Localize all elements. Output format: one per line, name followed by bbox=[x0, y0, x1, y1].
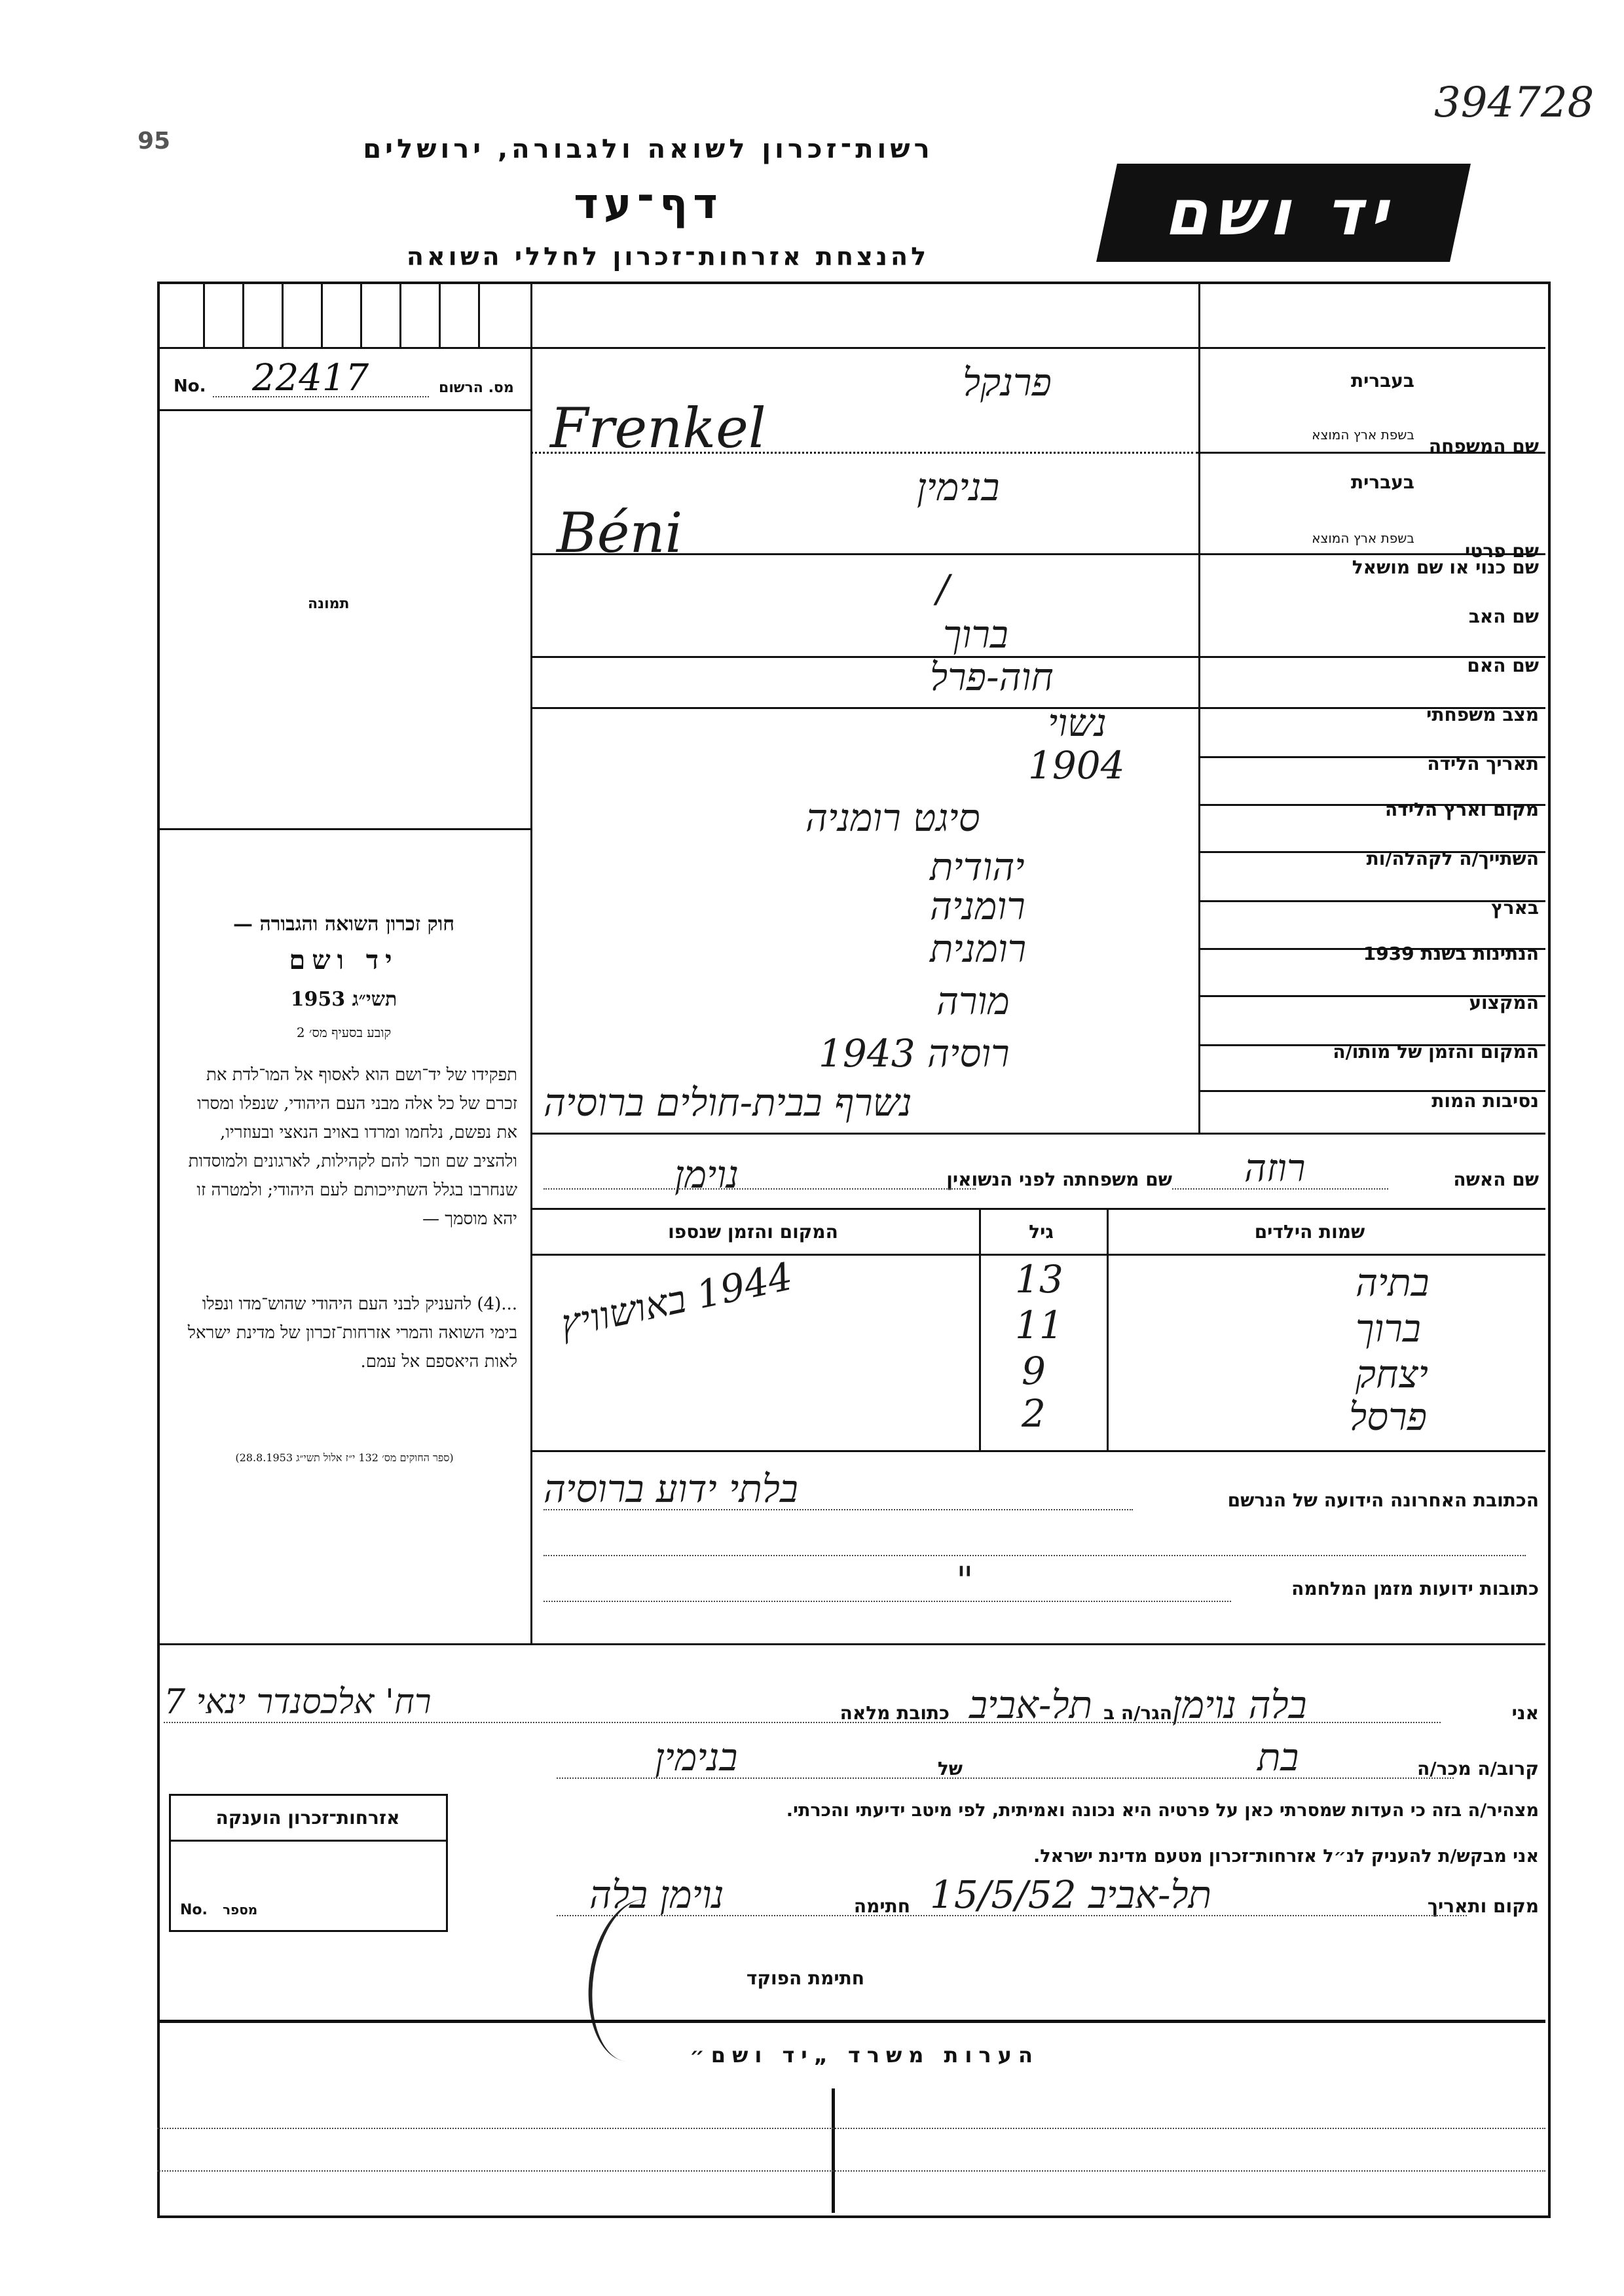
death-circumstances-label: נסיבות המות bbox=[1431, 1090, 1539, 1112]
declarant-i-label: אני bbox=[1511, 1702, 1539, 1724]
death-circumstances-value: נשרף בבית-חולים ברוסיה bbox=[544, 1080, 912, 1125]
archive-stamp-number: 394728 bbox=[1434, 79, 1595, 127]
last-address-label: הכתובת האחרונה הידועה של הנרשם bbox=[1227, 1489, 1539, 1511]
form-title: דף־עד bbox=[574, 180, 723, 228]
first-name-label: שם פרטי bbox=[1464, 540, 1539, 562]
nickname-value: / bbox=[936, 566, 950, 611]
child-name: יצחק bbox=[1356, 1352, 1428, 1396]
declarant-city: תל-אביב bbox=[969, 1683, 1093, 1727]
mother-label: שם האם bbox=[1467, 655, 1539, 676]
place-date-label: מקום ותאריך bbox=[1427, 1895, 1539, 1917]
death-place-time-value: רוסיה 1943 bbox=[819, 1031, 1010, 1076]
relation-value: בת bbox=[1257, 1735, 1299, 1779]
first-name-country-label: בשפת ארץ המוצא bbox=[1312, 530, 1414, 546]
death-place-time-label: המקום והזמן של מותו/ה bbox=[1333, 1041, 1539, 1063]
authority-title: רשות־זכרון לשואה ולגבורה, ירושלים bbox=[363, 134, 934, 164]
child-age: 2 bbox=[1022, 1391, 1046, 1436]
of-name: בנימין bbox=[655, 1735, 738, 1779]
father-label: שם האב bbox=[1468, 606, 1539, 627]
child-age: 9 bbox=[1022, 1349, 1046, 1393]
signature-value: נוימן בלה bbox=[589, 1872, 724, 1917]
law-text: תפקידו של יד־ושם הוא לאסוף אל המו־לדת את זכרם של כל אלה מבני העם היהודי, שנפלו ומסרו את נפשם, נלחמו ומרדו באויב הנאצי ובעוזריו, ולהציב שם וזכר להם לקהילות, לארגונים ולמוסדות שנחרבו בגלל השתייכותם לעם היהודי; ולמטרה זו יהא מוסמך — bbox=[188, 1065, 517, 1229]
law-reference: (ספר החוקים מס׳ 132 י״ז אלול תשי״ג 28.8.1953) bbox=[235, 1451, 454, 1464]
mother-value: חוה-פרל bbox=[930, 655, 1054, 699]
yad-vashem-badge: יד ושם bbox=[1096, 164, 1471, 262]
office-remarks-title: הערות משרד „יד ושם״ bbox=[690, 2043, 1039, 2068]
first-name-latin: Béni bbox=[557, 501, 683, 565]
first-name-hebrew: בנימין bbox=[917, 465, 1000, 509]
surname-hebrew: פרנקל bbox=[963, 360, 1052, 405]
officer-signature-label: חתימת הפוקד bbox=[746, 1967, 864, 1989]
community-label: השתייך/ה לקהלה/ות bbox=[1366, 848, 1539, 869]
country-value: רומניה bbox=[930, 884, 1025, 928]
child-name: ברוך bbox=[1356, 1306, 1421, 1351]
law-text-2: ...(4) להעניק לבני העם היהודי שהוש־מדו ונפלו בימי השואה והמרי אזרחות־זכרון של מדינת ישראל לאות היאספם אל עמם. bbox=[187, 1294, 517, 1372]
birth-date-label: תאריך הלידה bbox=[1427, 753, 1539, 774]
declarant-name: בלה נוימן bbox=[1172, 1683, 1307, 1727]
request-text: אני מבקש/ת להעניק לנ״ל אזרחות־זכרון מטעם מדינת ישראל. bbox=[1033, 1846, 1539, 1867]
child-name: פרסל bbox=[1349, 1394, 1428, 1439]
child-age: 13 bbox=[1015, 1257, 1063, 1302]
profession-label: המקצוע bbox=[1469, 992, 1539, 1013]
birth-place-label: מקום וארץ הלידה bbox=[1385, 799, 1539, 820]
declaration-text: מצהיר/ה בזה כי העדות שמסרתי כאן על פרטיה היא נכונה ואמיתית, לפי מיטב ידיעתי והכרתי. bbox=[786, 1800, 1539, 1821]
marital-value: נשוי bbox=[1048, 701, 1107, 745]
child-age: 11 bbox=[1015, 1303, 1063, 1347]
law-name: יד ושם bbox=[289, 945, 399, 975]
birth-date-value: 1904 bbox=[1028, 743, 1125, 788]
declarant-residing-label: הגר/ה ב bbox=[1103, 1702, 1172, 1724]
children-age-header: גיל bbox=[1029, 1221, 1054, 1243]
surname-country-label: בשפת ארץ המוצא bbox=[1312, 427, 1414, 443]
citizenship-number-label: מספר bbox=[223, 1902, 258, 1918]
form-subtitle: להנצחת אזרחות־זכרון לחללי השואה bbox=[406, 242, 930, 271]
citizenship-label: הנתינות בשנת 1939 bbox=[1363, 943, 1539, 964]
children-place-note: 1944 באושוויץ bbox=[557, 1254, 797, 1347]
law-title: חוק זכרון השואה והגבורה — bbox=[233, 913, 454, 936]
registration-no-label: No. bbox=[174, 376, 206, 396]
first-name-hebrew-label: בעברית bbox=[1350, 471, 1414, 493]
citizenship-no-label: No. bbox=[180, 1902, 208, 1918]
country-label: בארץ bbox=[1491, 897, 1539, 919]
wife-maiden-label: שם משפחתה לפני הנשואין bbox=[946, 1169, 1172, 1190]
citizenship-value: רומנית bbox=[930, 926, 1027, 971]
of-label: של bbox=[937, 1758, 963, 1779]
corner-mark: 95 bbox=[138, 128, 171, 155]
war-addresses-value: " bbox=[956, 1558, 974, 1603]
law-clause: קובע בסעיף מס׳ 2 bbox=[296, 1025, 392, 1040]
profession-value: מורה bbox=[936, 979, 1010, 1023]
wife-label: שם האשה bbox=[1453, 1169, 1539, 1190]
surname-label: שם המשפחה bbox=[1428, 435, 1539, 457]
citizenship-granted-title: אזרחות־זכרון הוענקה bbox=[215, 1807, 400, 1829]
registration-number: 22417 bbox=[252, 357, 369, 399]
marital-label: מצב משפחתי bbox=[1426, 704, 1539, 725]
registration-label: מס. הרשום bbox=[439, 380, 514, 396]
wife-value: רוזה bbox=[1244, 1146, 1306, 1190]
declarant-address: רח' אלכסנדר ינאי 7 bbox=[164, 1683, 432, 1722]
declarant-address-label: כתובת מלאה bbox=[840, 1702, 950, 1724]
children-names-header: שמות הילדים bbox=[1254, 1221, 1365, 1243]
nickname-label: שם כנוי או שם מושאל bbox=[1352, 556, 1539, 578]
wife-maiden-value: נוימן bbox=[674, 1152, 739, 1197]
last-address-value: בלתי ידוע ברוסיה bbox=[544, 1467, 798, 1511]
photo-label: תמונה bbox=[308, 596, 350, 612]
children-place-header: המקום והזמן שנספו bbox=[668, 1221, 838, 1243]
place-date-value: תל-אביב 15/5/52 bbox=[930, 1872, 1212, 1917]
birth-place-value: סיגט רומניה bbox=[805, 795, 980, 840]
signature-label: חתימה bbox=[853, 1895, 910, 1917]
war-addresses-label: כתובות ידועות מזמן המלחמה bbox=[1291, 1578, 1539, 1599]
law-year: תשי״ג 1953 bbox=[290, 988, 397, 1011]
father-value: ברוך bbox=[943, 612, 1008, 657]
surname-hebrew-label: בעברית bbox=[1350, 370, 1414, 392]
relative-label: קרוב/ה מכר/ה bbox=[1417, 1758, 1539, 1779]
community-value: יהודית bbox=[930, 845, 1025, 889]
surname-latin: Frenkel bbox=[550, 396, 766, 460]
child-name: בתיה bbox=[1356, 1260, 1430, 1305]
